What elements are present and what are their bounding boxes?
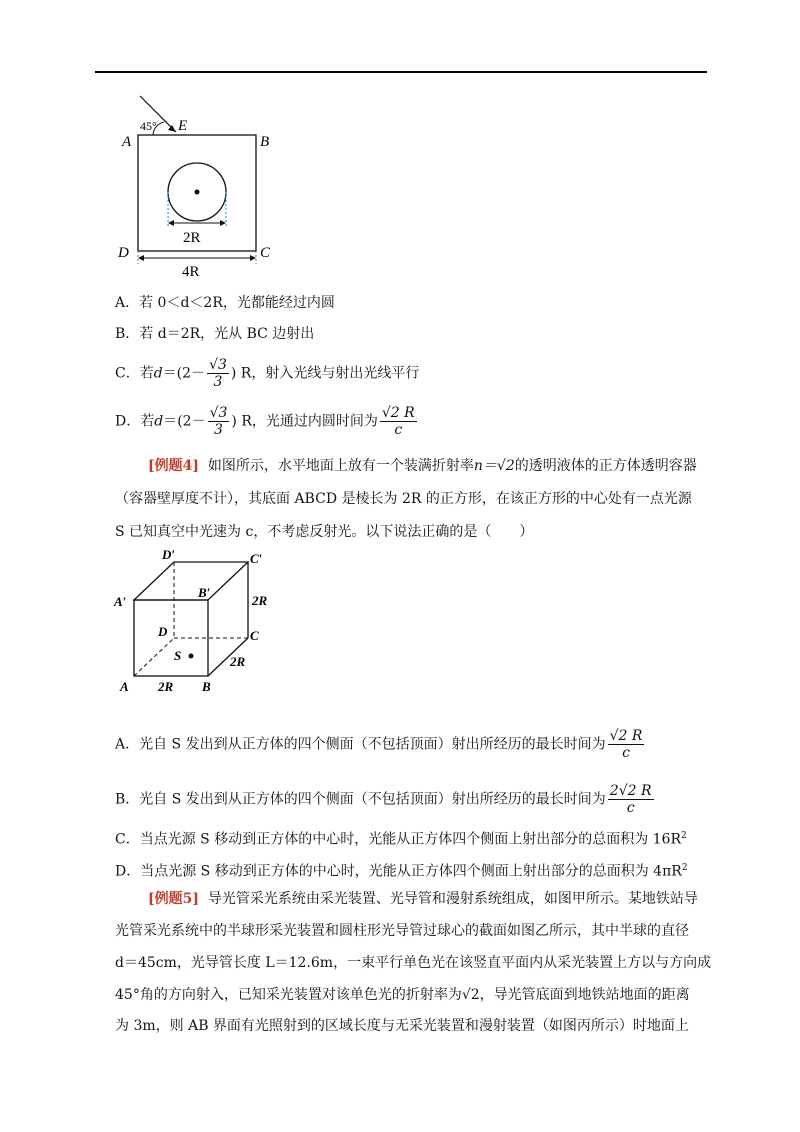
option-c-exponent: 2: [681, 831, 687, 841]
label-S: S: [174, 648, 182, 663]
example4-label: [例题4]: [148, 458, 199, 474]
q-prev-option-d: [115, 405, 419, 438]
label-C: C: [250, 628, 259, 643]
fraction-option-b: $\frac{2√2 R}{c}$: [609, 783, 652, 816]
label-D1: D′: [162, 548, 176, 562]
option-c-prefix: C．若: [115, 365, 154, 382]
refractive-index: n＝√2: [473, 458, 515, 474]
example4-text-b: 的透明液体的正方体透明容器: [514, 458, 697, 474]
example5-line3: d＝45cm，光导管长度 L＝12.6m，一束平行单色光在该竖直平面内从采光装置上方以与方向成: [115, 955, 712, 971]
label-angle: 45°: [140, 119, 157, 133]
fraction-time: $\frac{√2 R}{c}$: [381, 405, 415, 438]
option-c-suffix: ，射入光线与射出光线平行: [251, 365, 420, 382]
label-A1: A′: [114, 594, 127, 609]
fraction-sqrt3-over-3: $\frac{√3}{3}$: [209, 405, 228, 438]
label-edge-right: 2R: [252, 593, 268, 608]
formula-end: ) R: [230, 365, 252, 382]
example4-line1: [148, 456, 740, 476]
example5-text-a: 45°角的方向射入，已知采光装置对该单色光的折射率为: [115, 987, 462, 1003]
example5-line4: [115, 985, 707, 1005]
label-D: D: [158, 624, 168, 639]
label-D: D: [118, 245, 129, 261]
option-c-text: C．当点光源 S 移动到正方体的中心时，光能从正方体四个侧面上射出部分的总面积为 16R: [115, 831, 682, 848]
option-d-prefix: D．若: [115, 413, 155, 430]
example5-sqrt2: √2: [461, 987, 480, 1003]
label-C: C: [260, 245, 271, 261]
option-d-text: D．当点光源 S 移动到正方体的中心时，光能从正方体四个侧面上射出部分的总面积为 4πR: [115, 863, 682, 880]
formula-eq: ＝(2－: [163, 413, 206, 430]
option-b-text: B．光自 S 发出到从正方体的四个侧面（不包括顶面）射出所经历的最长时间为: [115, 791, 606, 808]
example4-option-d: [115, 858, 688, 882]
example4-text-a: 如图所示，水平地面上放有一个装满折射率: [207, 458, 474, 474]
q-prev-option-a: A．若 0＜d＜2R，光都能经过内圆: [115, 295, 335, 311]
ray-arrowhead: [168, 125, 176, 132]
example5-text: 导光管采光系统由采光装置、光导管和漫射系统组成，如图甲所示。某地铁站导: [207, 891, 698, 907]
hidden-edge-left: [134, 638, 174, 676]
label-edge-bottom: 2R: [158, 679, 174, 694]
label-C1: C′: [250, 551, 263, 566]
example4-line2: （容器壁厚度不计），其底面 ABCD 是棱长为 2R 的正方形，在该正方形的中心处有一点光源: [115, 491, 692, 507]
header-rule: [95, 71, 707, 73]
example5-label: [例题5]: [148, 891, 199, 907]
label-edge-depth: 2R: [230, 654, 246, 669]
example5-text-b: ，导光管底面到地铁站地面的距离: [479, 987, 690, 1003]
light-source-dot: [189, 654, 194, 659]
formula-d: d: [154, 413, 164, 430]
label-4R: 4R: [182, 264, 200, 280]
example5-line1: [148, 889, 740, 909]
formula-d: d: [153, 365, 163, 382]
formula-end: ) R: [231, 413, 252, 430]
example4-line3: S 已知真空中光速为 c，不考虑反射光。以下说法正确的是（ ）: [115, 524, 534, 540]
label-A: A: [122, 134, 132, 150]
label-E: E: [178, 118, 188, 134]
q-prev-option-c: [115, 357, 419, 390]
cube-figure: [110, 548, 280, 698]
option-a-text: A．光自 S 发出到从正方体的四个侧面（不包括顶面）射出所经历的最长时间为: [115, 736, 606, 753]
circle-center-dot: [195, 190, 200, 195]
example5-line5: 为 3m，则 AB 界面有光照射到的区域长度与无采光装置和漫射装置（如图丙所示）时地面上: [115, 1018, 689, 1034]
label-B1: B′: [198, 585, 211, 600]
label-A: A: [120, 679, 129, 694]
square-circle-figure: [110, 92, 280, 282]
fraction-option-a: $\frac{√2 R}{c}$: [609, 728, 643, 761]
example4-option-a: [115, 728, 646, 761]
label-2R: 2R: [183, 230, 201, 246]
option-d-mid: ，光通过内圆时间为: [251, 413, 378, 430]
formula-eq: ＝(2－: [162, 365, 206, 382]
example4-option-c: [115, 826, 687, 850]
label-B: B: [260, 134, 270, 150]
option-d-exponent: 2: [681, 863, 688, 873]
example4-option-b: [115, 783, 656, 816]
q-prev-option-b: B．若 d＝2R，光从 BC 边射出: [115, 326, 315, 342]
fraction-sqrt3-over-3: $\frac{√3}{3}$: [209, 357, 227, 390]
example5-line2: 光管采光系统中的半球形采光装置和圆柱形光导管过球心的截面如图乙所示，其中半球的直径: [115, 923, 689, 939]
cube-top-face: [134, 562, 248, 600]
label-B: B: [202, 679, 211, 694]
